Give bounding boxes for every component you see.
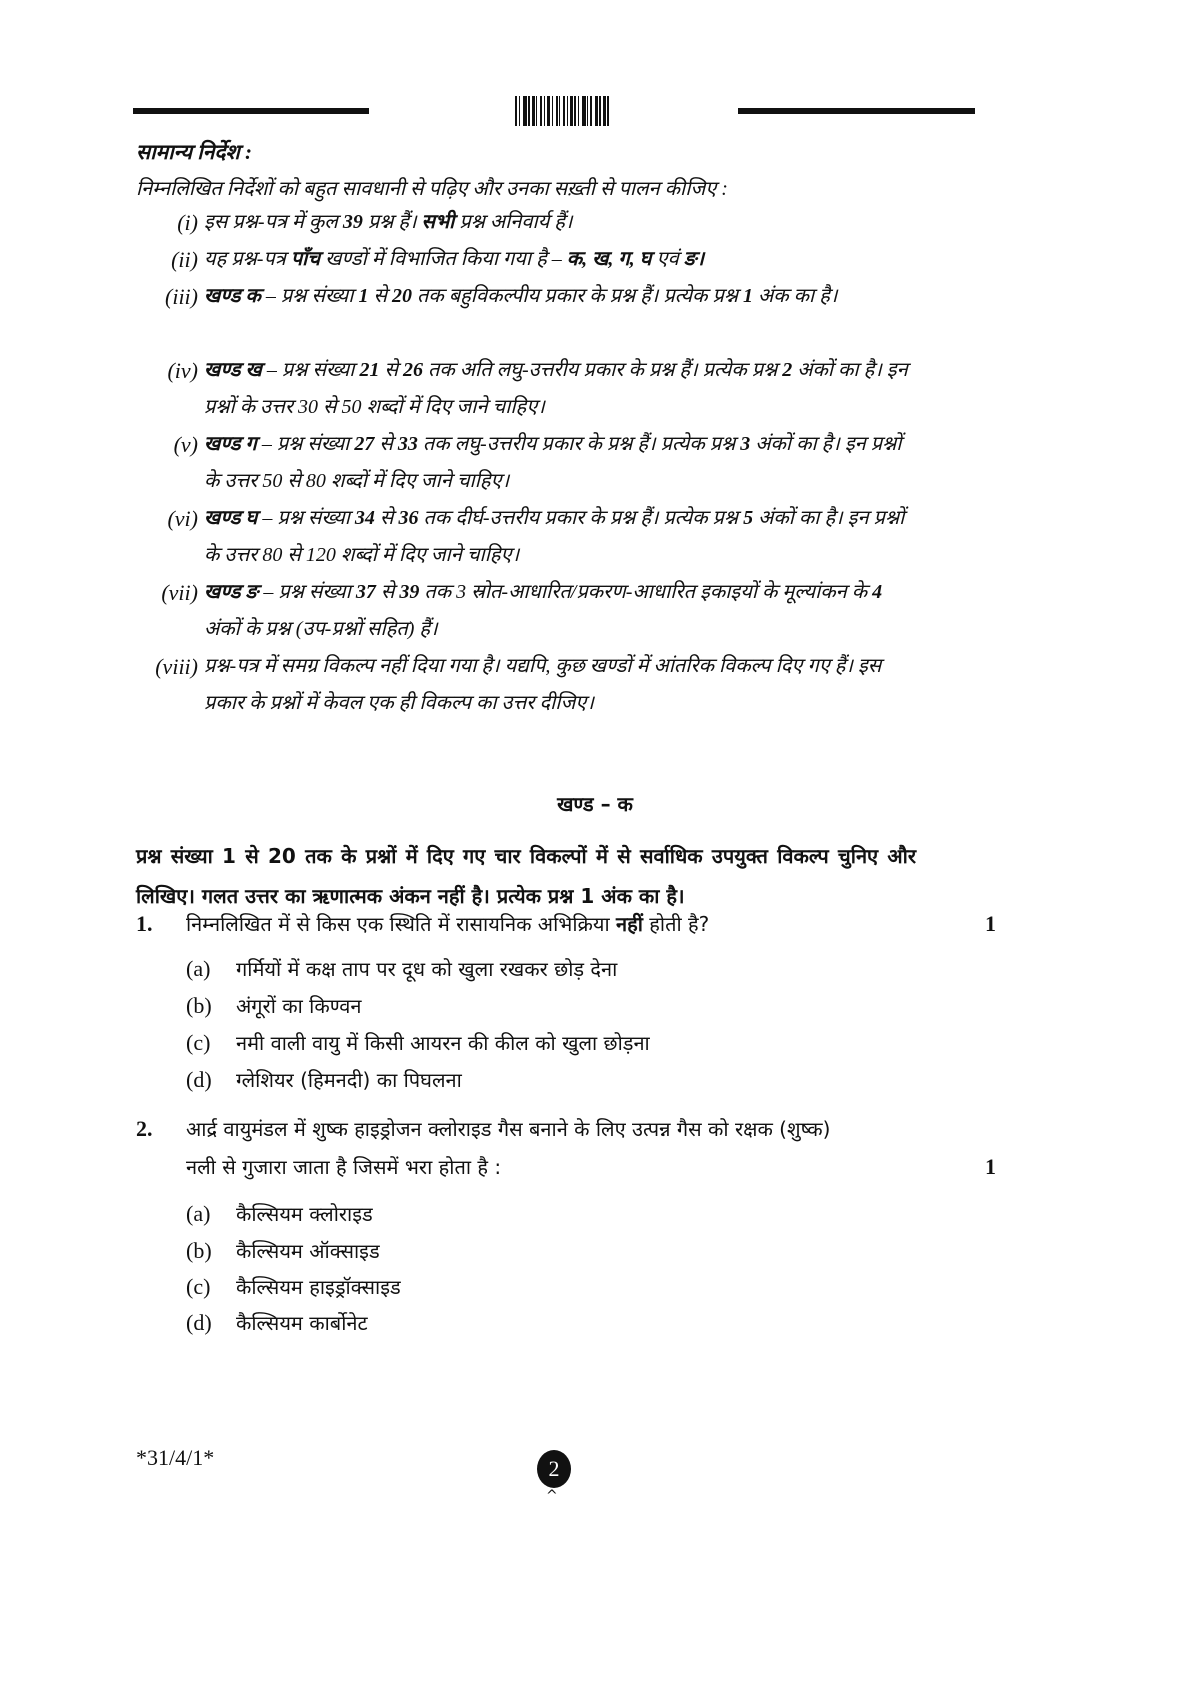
instructions-intro: निम्नलिखित निर्देशों को बहुत सावधानी से पढ़िए और उनका सख़्ती से पालन कीजिए : xyxy=(136,178,728,200)
instruction-item xyxy=(130,426,920,500)
question-number: 2. xyxy=(136,1116,153,1141)
question-marks: 1 xyxy=(985,911,996,936)
instruction-text: प्रश्न-पत्र में समग्र विकल्प नहीं दिया गया है। यद्यपि, कुछ खण्डों में आंतरिक विकल्प दिए गए हैं। इस प्रकार के प्रश्नों में केवल एक ही विकल्प का उत्तर दीजिए। xyxy=(204,655,882,714)
instruction-number: (iv) xyxy=(167,358,198,383)
instruction-text: खण्ड ख – प्रश्न संख्या 21 से 26 तक अति लघु-उत्तरीय प्रकार के प्रश्न हैं। प्रत्येक प्रश्न 2 अंकों का है। इन प्रश्नों के उत्तर 30 से 50 शब्दों में दिए जाने चाहिए। xyxy=(204,359,908,418)
paper-code: *31/4/1* xyxy=(136,1445,215,1470)
question-text: निम्नलिखित में से किस एक स्थिति में रासायनिक अभिक्रिया नहीं होती है? xyxy=(186,912,710,936)
question-text: आर्द्र वायुमंडल में शुष्क हाइड्रोजन क्लोराइड गैस बनाने के लिए उत्पन्न गैस को रक्षक (शुष्क) नली से गुजारा जाता है जिसमें भरा होता है : xyxy=(186,1117,831,1179)
option-a: (a) गर्मियों में कक्ष ताप पर दूध को खुला रखकर छोड़ देना xyxy=(186,956,618,981)
option-b: (b) कैल्सियम ऑक्साइड xyxy=(186,1238,380,1263)
instruction-item xyxy=(130,574,920,648)
instruction-text: खण्ड क – प्रश्न संख्या 1 से 20 तक बहुविकल्पीय प्रकार के प्रश्न हैं। प्रत्येक प्रश्न 1 अंक का है। xyxy=(204,285,838,307)
question-1 xyxy=(136,905,996,943)
instruction-number: (ii) xyxy=(171,247,198,272)
instruction-number: (vii) xyxy=(161,580,198,605)
instruction-number: (v) xyxy=(173,432,198,457)
instruction-text: इस प्रश्न-पत्र में कुल 39 प्रश्न हैं। सभी प्रश्न अनिवार्य हैं। xyxy=(204,211,573,233)
instruction-text: यह प्रश्न-पत्र पाँच खण्डों में विभाजित किया गया है – क, ख, ग, घ एवं ङ। xyxy=(204,248,705,270)
instruction-number: (iii) xyxy=(165,284,198,309)
option-c: (c) नमी वाली वायु में किसी आयरन की कील को खुला छोड़ना xyxy=(186,1030,650,1055)
instruction-item xyxy=(130,648,920,722)
option-a: (a) कैल्सियम क्लोराइड xyxy=(186,1201,373,1226)
instructions-heading: सामान्य निर्देश : xyxy=(136,140,253,164)
caret-icon: ^ xyxy=(546,1488,558,1504)
instruction-item xyxy=(130,204,920,241)
section-title: खण्ड – क xyxy=(557,792,633,816)
barcode-icon xyxy=(515,96,631,126)
instruction-number: (vi) xyxy=(167,506,198,531)
option-b: (b) अंगूरों का किण्वन xyxy=(186,993,362,1018)
question-number: 1. xyxy=(136,911,153,936)
instruction-text: खण्ड ग – प्रश्न संख्या 27 से 33 तक लघु-उत्तरीय प्रकार के प्रश्न हैं। प्रत्येक प्रश्न 3 अंकों का है। इन प्रश्नों के उत्तर 50 से 80 शब्दों में दिए जाने चाहिए। xyxy=(204,433,902,492)
instruction-text: खण्ड ङ – प्रश्न संख्या 37 से 39 तक 3 स्रोत-आधारित/प्रकरण-आधारित इकाइयों के मूल्यांकन के 4 अंकों के प्रश्न (उप-प्रश्नों सहित) हैं। xyxy=(204,581,883,640)
instruction-item xyxy=(130,241,920,278)
instruction-item xyxy=(130,278,920,352)
instruction-item xyxy=(130,500,920,574)
question-marks: 1 xyxy=(985,1154,996,1179)
option-c: (c) कैल्सियम हाइड्रॉक्साइड xyxy=(186,1274,401,1299)
section-instruction: प्रश्न संख्या 1 से 20 तक के प्रश्नों में दिए गए चार विकल्पों में से सर्वाधिक उपयुक्त विकल्प चुनिए और लिखिए। गलत उत्तर का ऋणात्मक अंकन नहीं है। प्रत्येक प्रश्न 1 अंक का है। xyxy=(136,844,916,908)
header-rule-left xyxy=(133,108,369,114)
question-2 xyxy=(136,1110,996,1190)
instruction-number: (viii) xyxy=(155,654,198,679)
page-number: 2 xyxy=(537,1450,571,1488)
header-rule-right xyxy=(738,108,975,114)
option-d: (d) ग्लेशियर (हिमनदी) का पिघलना xyxy=(186,1067,462,1092)
instruction-number: (i) xyxy=(177,210,198,235)
instruction-item xyxy=(130,352,920,426)
option-d: (d) कैल्सियम कार्बोनेट xyxy=(186,1310,368,1335)
instruction-text: खण्ड घ – प्रश्न संख्या 34 से 36 तक दीर्घ-उत्तरीय प्रकार के प्रश्न हैं। प्रत्येक प्रश्न 5 अंकों का है। इन प्रश्नों के उत्तर 80 से 120 शब्दों में दिए जाने चाहिए। xyxy=(204,507,905,566)
